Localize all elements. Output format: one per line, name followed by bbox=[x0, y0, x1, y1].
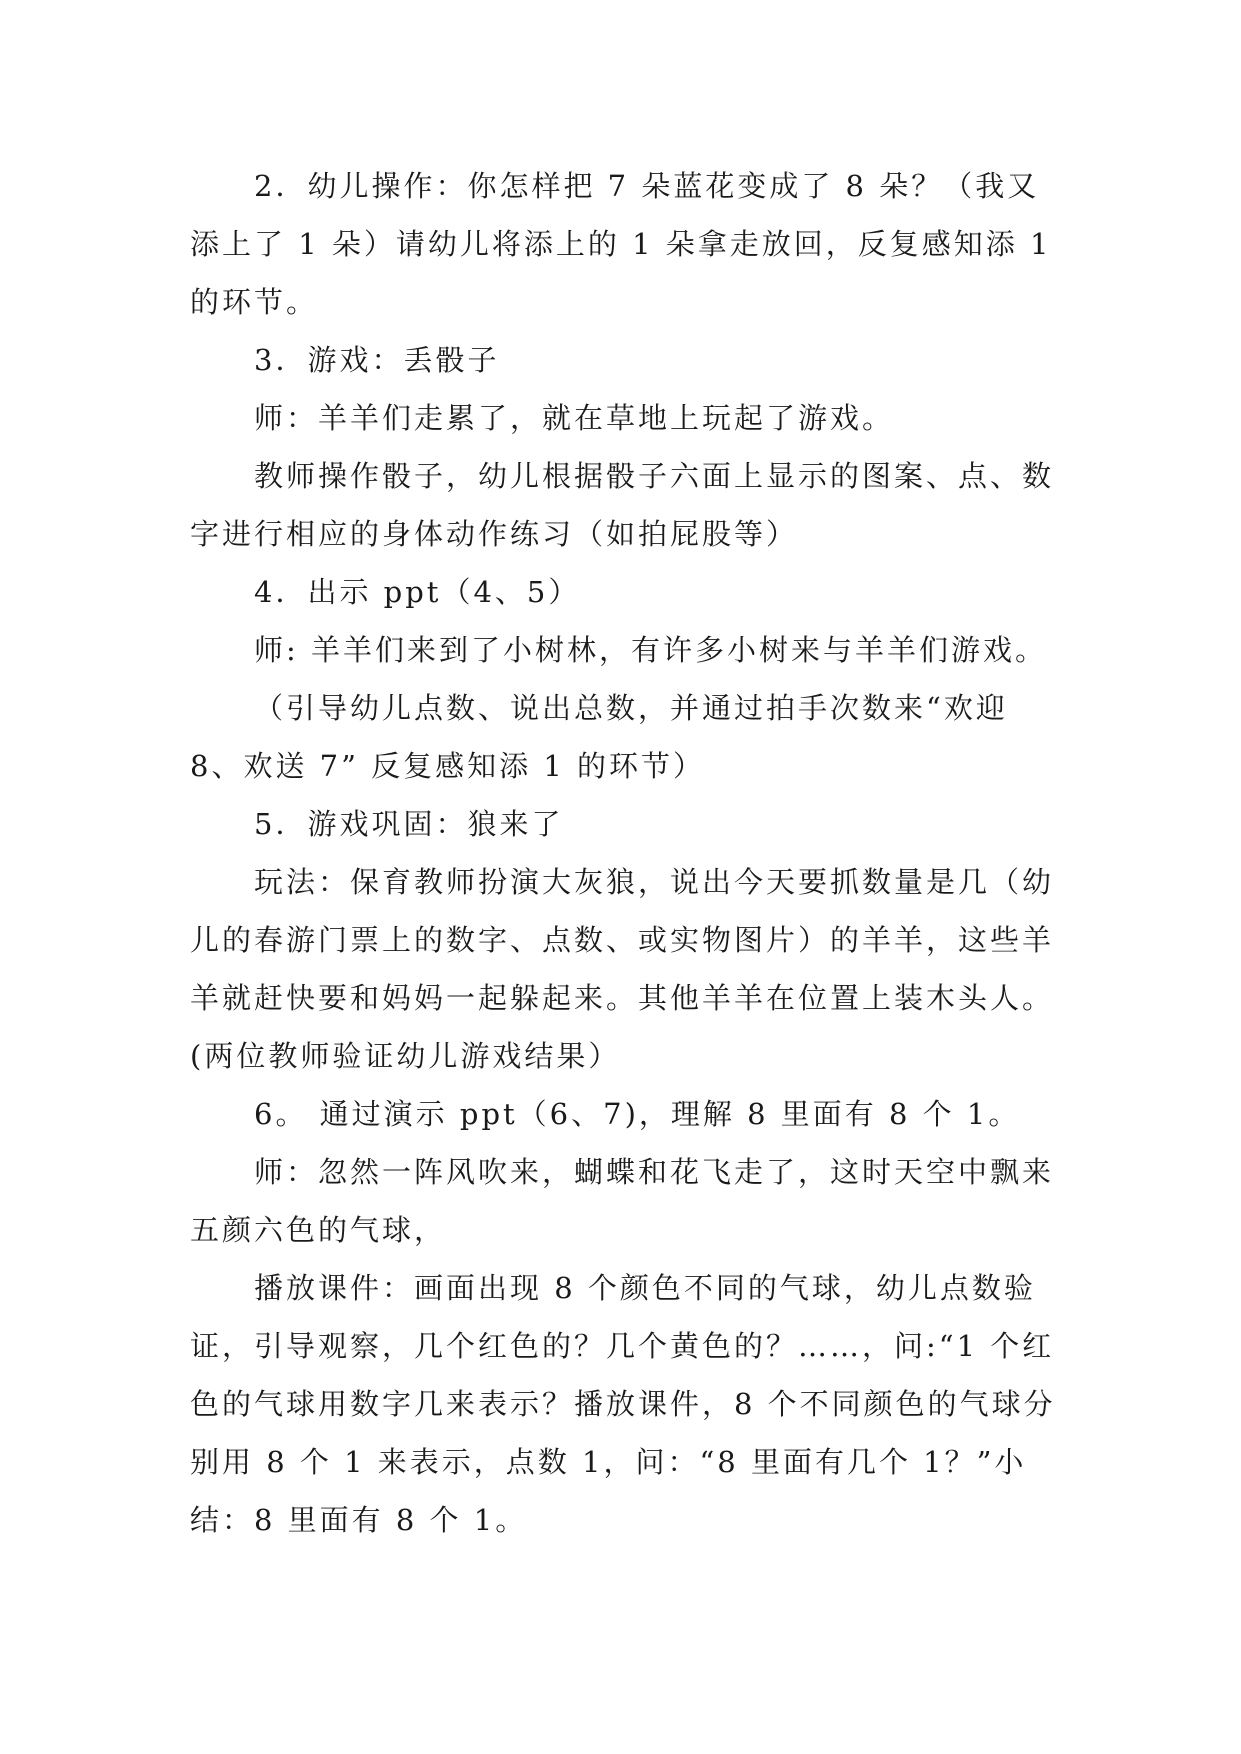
paragraph-courseware: 播放课件：画面出现 8 个颜色不同的气球，幼儿点数验证，引导观察，几个红色的？几个黄色的？……，问:“1 个红色的气球用数字几来表示？播放课件，8 个不同颜色的气球分别用 8 个 1 来表示，点数 1，问：“8 里面有几个 1？”小结：8 里面有 8 个 1。 bbox=[190, 1271, 1056, 1537]
paragraph-game-rules: 玩法：保育教师扮演大灰狼，说出今天要抓数量是几（幼儿的春游门票上的数字、点数、或实物图片）的羊羊，这些羊羊就赶快要和妈妈一起躲起来。其他羊羊在位置上装木头人。(两位教师验证幼儿游戏结果） bbox=[190, 865, 1055, 1073]
paragraph-guide-counting: （引导幼儿点数、说出总数，并通过拍手次数来“欢迎 8、欢送 7” 反复感知添 1 的环节） bbox=[190, 691, 1008, 783]
paragraph-step-3-title: 3．游戏：丢骰子 bbox=[254, 343, 500, 377]
paragraph-teacher-line-3: 师：忽然一阵风吹来，蝴蝶和花飞走了，这时天空中飘来五颜六色的气球， bbox=[190, 1155, 1055, 1247]
paragraph-teacher-line-1: 师：羊羊们走累了，就在草地上玩起了游戏。 bbox=[254, 401, 895, 435]
document-body bbox=[190, 157, 1060, 1549]
paragraph-step-4-title: 4．出示 ppt（4、5） bbox=[254, 575, 581, 609]
paragraph-dice-instructions: 教师操作骰子，幼儿根据骰子六面上显示的图案、点、数字进行相应的身体动作练习（如拍屁股等） bbox=[190, 459, 1055, 551]
paragraph-teacher-line-2: 师: 羊羊们来到了小树林，有许多小树来与羊羊们游戏。 bbox=[254, 633, 1047, 667]
paragraph-step-5-title: 5．游戏巩固：狼来了 bbox=[254, 807, 564, 841]
paragraph-step-2: 2．幼儿操作：你怎样把 7 朵蓝花变成了 8 朵？（我又添上了 1 朵）请幼儿将添上的 1 朵拿走放回，反复感知添 1 的环节。 bbox=[190, 169, 1052, 319]
paragraph-step-6-title: 6。 通过演示 ppt（6、7)，理解 8 里面有 8 个 1。 bbox=[254, 1097, 1021, 1131]
